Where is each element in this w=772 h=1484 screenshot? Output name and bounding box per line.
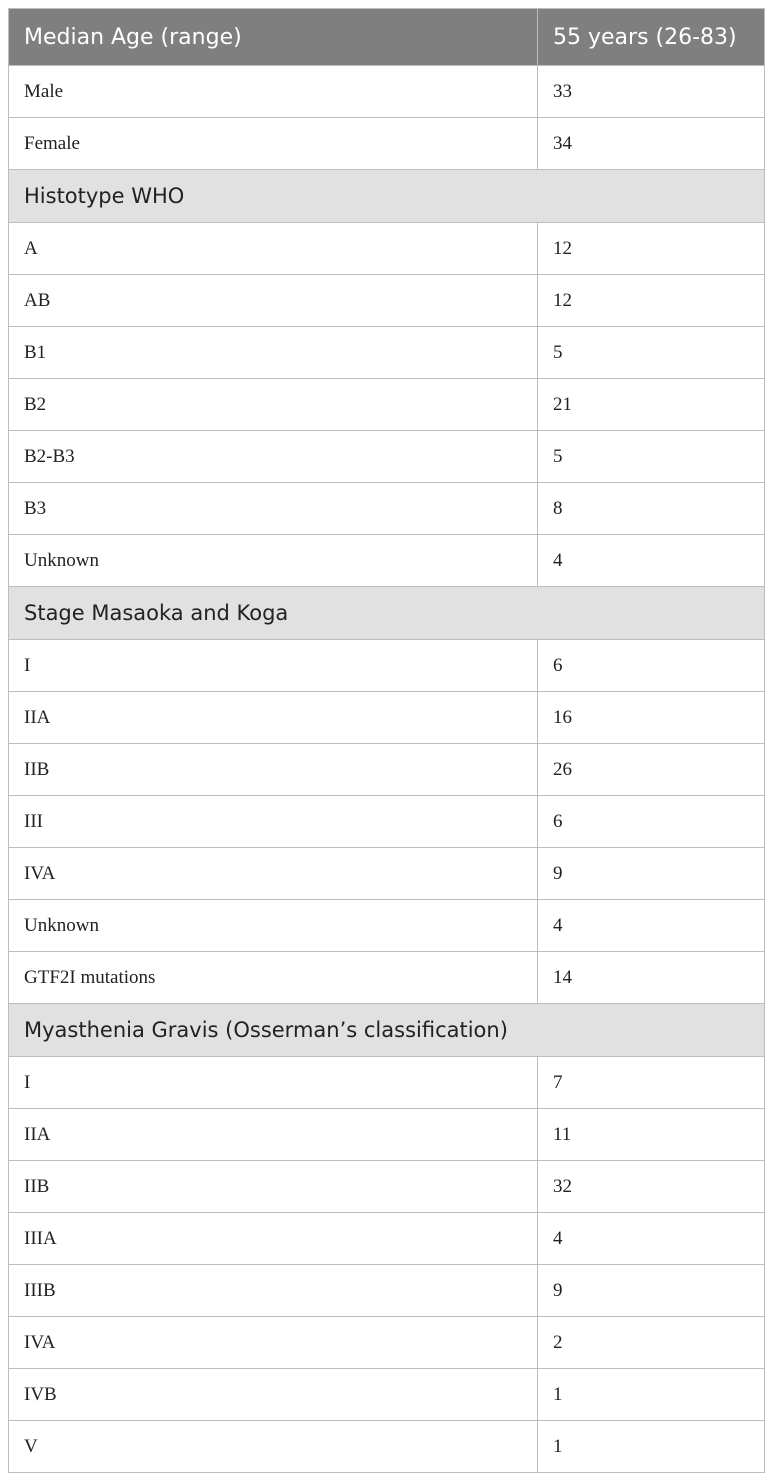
section-row-stage <box>9 587 765 640</box>
table-row <box>9 535 765 587</box>
row-label: IVA <box>9 1317 538 1369</box>
row-value: 34 <box>538 118 765 170</box>
row-value: 5 <box>538 327 765 379</box>
row-value: 9 <box>538 1265 765 1317</box>
row-label: B1 <box>9 327 538 379</box>
table-row <box>9 640 765 692</box>
table-row <box>9 1265 765 1317</box>
row-value: 4 <box>538 535 765 587</box>
table-row <box>9 796 765 848</box>
row-value: 16 <box>538 692 765 744</box>
section-title: Myasthenia Gravis (Osserman’s classification) <box>9 1004 765 1057</box>
header-row <box>9 9 765 66</box>
row-value: 1 <box>538 1369 765 1421</box>
row-value: 32 <box>538 1161 765 1213</box>
table-row <box>9 275 765 327</box>
section-title: Histotype WHO <box>9 170 765 223</box>
row-value: 6 <box>538 796 765 848</box>
table-row <box>9 952 765 1004</box>
row-label: Unknown <box>9 900 538 952</box>
table-row <box>9 379 765 431</box>
row-value: 12 <box>538 223 765 275</box>
row-label: IIA <box>9 1109 538 1161</box>
row-label: Female <box>9 118 538 170</box>
row-value: 1 <box>538 1421 765 1473</box>
row-label: V <box>9 1421 538 1473</box>
row-value: 5 <box>538 431 765 483</box>
table-row <box>9 1317 765 1369</box>
row-label: B3 <box>9 483 538 535</box>
row-label: Unknown <box>9 535 538 587</box>
table-row <box>9 744 765 796</box>
row-value: 33 <box>538 66 765 118</box>
row-value: 26 <box>538 744 765 796</box>
row-label: Male <box>9 66 538 118</box>
row-value: 4 <box>538 900 765 952</box>
row-value: 7 <box>538 1057 765 1109</box>
row-label: III <box>9 796 538 848</box>
row-label: IIIA <box>9 1213 538 1265</box>
row-label: IVB <box>9 1369 538 1421</box>
table-row <box>9 431 765 483</box>
row-label: A <box>9 223 538 275</box>
row-value: 6 <box>538 640 765 692</box>
table-row <box>9 1161 765 1213</box>
table-row <box>9 1421 765 1473</box>
row-label: I <box>9 640 538 692</box>
table-row <box>9 848 765 900</box>
row-label: GTF2I mutations <box>9 952 538 1004</box>
row-label: AB <box>9 275 538 327</box>
table-row <box>9 1057 765 1109</box>
row-label: IIB <box>9 744 538 796</box>
section-row-myasthenia <box>9 1004 765 1057</box>
row-value: 12 <box>538 275 765 327</box>
row-label: IIA <box>9 692 538 744</box>
characteristics-table <box>8 8 765 1473</box>
row-label: B2 <box>9 379 538 431</box>
row-value: 2 <box>538 1317 765 1369</box>
row-value: 14 <box>538 952 765 1004</box>
row-value: 21 <box>538 379 765 431</box>
row-label: I <box>9 1057 538 1109</box>
table-row <box>9 66 765 118</box>
table-row <box>9 223 765 275</box>
table-row <box>9 118 765 170</box>
table-row <box>9 1213 765 1265</box>
row-value: 4 <box>538 1213 765 1265</box>
section-row-histotype <box>9 170 765 223</box>
table-row <box>9 900 765 952</box>
header-value: 55 years (26-83) <box>538 9 765 66</box>
table-row <box>9 1109 765 1161</box>
row-value: 8 <box>538 483 765 535</box>
row-value: 11 <box>538 1109 765 1161</box>
row-label: IVA <box>9 848 538 900</box>
characteristics-table-container <box>8 8 764 1473</box>
row-label: IIIB <box>9 1265 538 1317</box>
row-label: B2-B3 <box>9 431 538 483</box>
row-value: 9 <box>538 848 765 900</box>
table-row <box>9 483 765 535</box>
section-title: Stage Masaoka and Koga <box>9 587 765 640</box>
row-label: IIB <box>9 1161 538 1213</box>
table-row <box>9 692 765 744</box>
table-row <box>9 1369 765 1421</box>
table-row <box>9 327 765 379</box>
header-label: Median Age (range) <box>9 9 538 66</box>
